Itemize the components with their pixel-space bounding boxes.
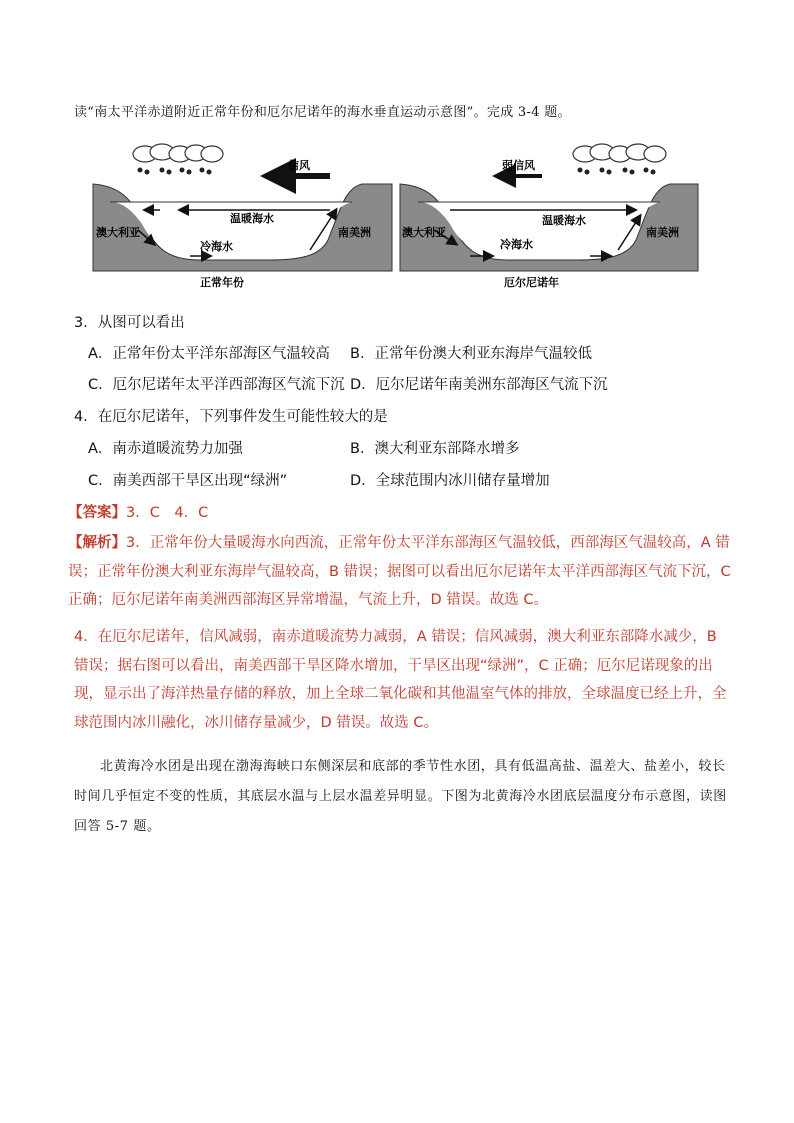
analysis-paragraph-2: 4．在厄尔尼诺年，信风减弱，南赤道暖流势力减弱，A 错误；信风减弱，澳大利亚东部降水减少，B 错误；据右图可以看出，南美西部干旱区降水增加，干旱区出现“绿洲”，C 正确；厄尔尼诺现象的出现，显示出了海洋热量存储的释放，加上全球二氧化碳和其他温室气体的排放，全球温度已经上升，全球范围内冰川融化，冰川储存量减少，D 错误。故选 C。	[74, 629, 727, 731]
question-3-option-b: B．正常年份澳大利亚东海岸气温较低	[350, 346, 592, 362]
land-label-australia-el-nino: 澳大利亚	[402, 226, 446, 239]
cloud-icon	[133, 144, 223, 162]
intro-text: 读“南太平洋赤道附近正常年份和厄尔尼诺年的海水垂直运动示意图”。完成 3-4 题。	[74, 105, 571, 120]
question-3-option-a: A．正常年份太平洋东部海区气温较高	[88, 346, 330, 362]
wind-label-el-nino: 弱信风	[502, 159, 535, 172]
rain-icon	[578, 168, 656, 175]
warm-water-label-el-nino: 温暖海水	[542, 214, 586, 227]
panel-normal-year	[93, 144, 392, 289]
caption-el-nino-year: 厄尔尼诺年	[504, 276, 559, 289]
question-4-option-a: A．南赤道暖流势力加强	[88, 441, 243, 457]
cold-water-label-el-nino: 冷海水	[500, 238, 533, 251]
land-label-south-america-el-nino: 南美洲	[646, 226, 679, 239]
ocean-diagram-svg	[90, 140, 700, 300]
question-4-option-b: B．澳大利亚东部降水增多	[350, 441, 520, 457]
question-3-option-c: C．厄尔尼诺年太平洋西部海区气流下沉	[88, 377, 345, 393]
land-label-australia-normal: 澳大利亚	[96, 226, 140, 239]
panel-el-nino-year	[400, 144, 698, 289]
analysis-tag: 【解析】	[68, 535, 126, 551]
question-4-option-d: D．全球范围内冰川储存量增加	[350, 473, 550, 489]
wind-label-normal: 信风	[288, 159, 310, 172]
land-label-south-america-normal: 南美洲	[338, 226, 371, 239]
answer-line	[68, 501, 208, 522]
answer-text: 3．C 4．C	[126, 505, 209, 521]
passage-text: 北黄海冷水团是出现在渤海海峡口东侧深层和底部的季节性水团，具有低温高盐、温差大、盐差小，较长时间几乎恒定不变的性质，其底层水温与上层水温差异明显。下图为北黄海冷水团底层温度分布示意图，读图回答 5-7 题。	[74, 759, 727, 834]
ocean-circulation-figure	[90, 140, 700, 300]
question-4-option-c: C．南美西部干旱区出现“绿洲”	[88, 473, 288, 489]
rain-icon	[138, 168, 212, 175]
answer-tag: 【答案】	[68, 505, 126, 521]
question-3-stem: 3．从图可以看出	[74, 315, 185, 331]
question-3-option-d: D．厄尔尼诺年南美洲东部海区气流下沉	[350, 377, 608, 393]
cold-water-label-normal: 冷海水	[200, 240, 233, 253]
question-4-stem: 4．在厄尔尼诺年，下列事件发生可能性较大的是	[74, 409, 388, 425]
analysis-paragraph-1	[68, 529, 734, 615]
warm-water-label-normal: 温暖海水	[230, 212, 274, 225]
caption-normal-year: 正常年份	[200, 276, 244, 289]
analysis-text-1: 3．正常年份大量暖海水向西流，正常年份太平洋东部海区气温较低，西部海区气温较高，A 错误；正常年份澳大利亚东海岸气温较高，B 错误；据图可以看出厄尔尼诺年太平洋西部海区气流下沉，C 正确；厄尔尼诺年南美洲西部海区异常增温，气流上升，D 错误。故选 C。	[68, 535, 731, 608]
cloud-icon	[573, 144, 666, 162]
